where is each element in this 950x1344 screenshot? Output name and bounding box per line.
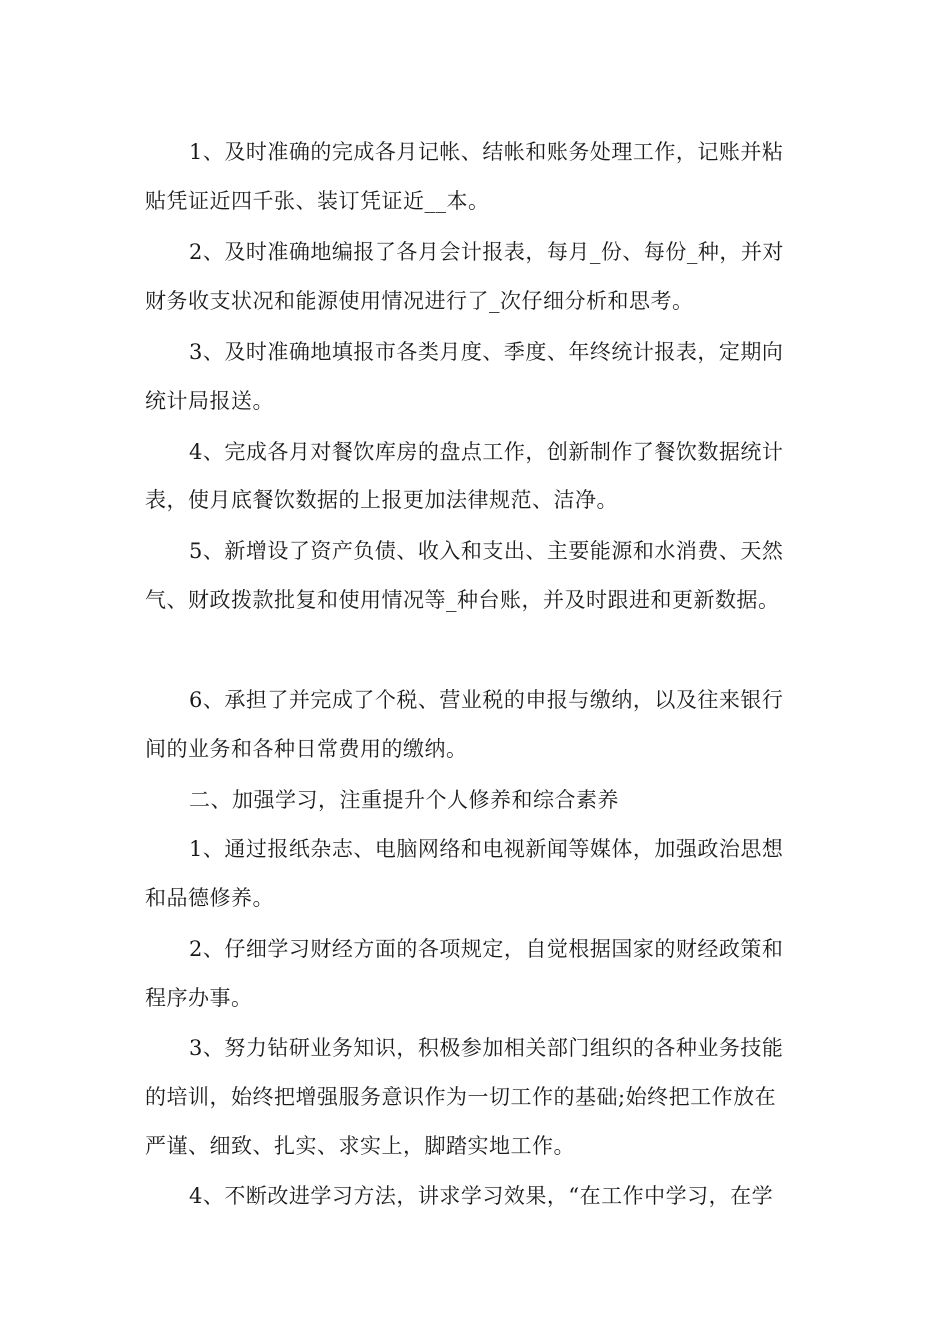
paragraph-8-line-2: 和品德修养。: [145, 886, 274, 910]
paragraph-1-line-1: 1、及时准确的完成各月记帐、结帐和账务处理工作，记账并粘: [189, 140, 784, 164]
paragraph-4-line-2: 表，使月底餐饮数据的上报更加法律规范、洁净。: [145, 488, 618, 512]
paragraph-6-line-1: 6、承担了并完成了个税、营业税的申报与缴纳，以及往来银行: [189, 688, 784, 712]
paragraph-3-line-1: 3、及时准确地填报市各类月度、季度、年终统计报表，定期向: [189, 340, 784, 364]
paragraph-11-line-1: 4、不断改进学习方法，讲求学习效果，“在工作中学习，在学: [189, 1184, 774, 1208]
paragraph-10-line-2: 的培训，始终把增强服务意识作为一切工作的基础;始终把工作放在: [145, 1085, 777, 1109]
paragraph-6-line-2: 间的业务和各种日常费用的缴纳。: [145, 737, 468, 761]
section-heading: 二、加强学习，注重提升个人修养和综合素养: [189, 788, 619, 812]
paragraph-10-line-1: 3、努力钻研业务知识，积极参加相关部门组织的各种业务技能: [189, 1036, 784, 1060]
paragraph-1-line-2: 贴凭证近四千张、装订凭证近__本。: [145, 189, 490, 213]
paragraph-3-line-2: 统计局报送。: [145, 389, 274, 413]
paragraph-10-line-3: 严谨、细致、扎实、求实上，脚踏实地工作。: [145, 1134, 575, 1158]
paragraph-5-line-2: 气、财政拨款批复和使用情况等_种台账，并及时跟进和更新数据。: [145, 588, 780, 612]
paragraph-9-line-1: 2、仔细学习财经方面的各项规定，自觉根据国家的财经政策和: [189, 937, 784, 961]
paragraph-2-line-2: 财务收支状况和能源使用情况进行了_次仔细分析和思考。: [145, 289, 694, 313]
paragraph-8-line-1: 1、通过报纸杂志、电脑网络和电视新闻等媒体，加强政治思想: [189, 837, 784, 861]
paragraph-2-line-1: 2、及时准确地编报了各月会计报表，每月_份、每份_种，并对: [189, 240, 784, 264]
paragraph-4-line-1: 4、完成各月对餐饮库房的盘点工作，创新制作了餐饮数据统计: [189, 440, 784, 464]
paragraph-5-line-1: 5、新增设了资产负债、收入和支出、主要能源和水消费、天然: [189, 539, 784, 563]
paragraph-9-line-2: 程序办事。: [145, 986, 253, 1010]
